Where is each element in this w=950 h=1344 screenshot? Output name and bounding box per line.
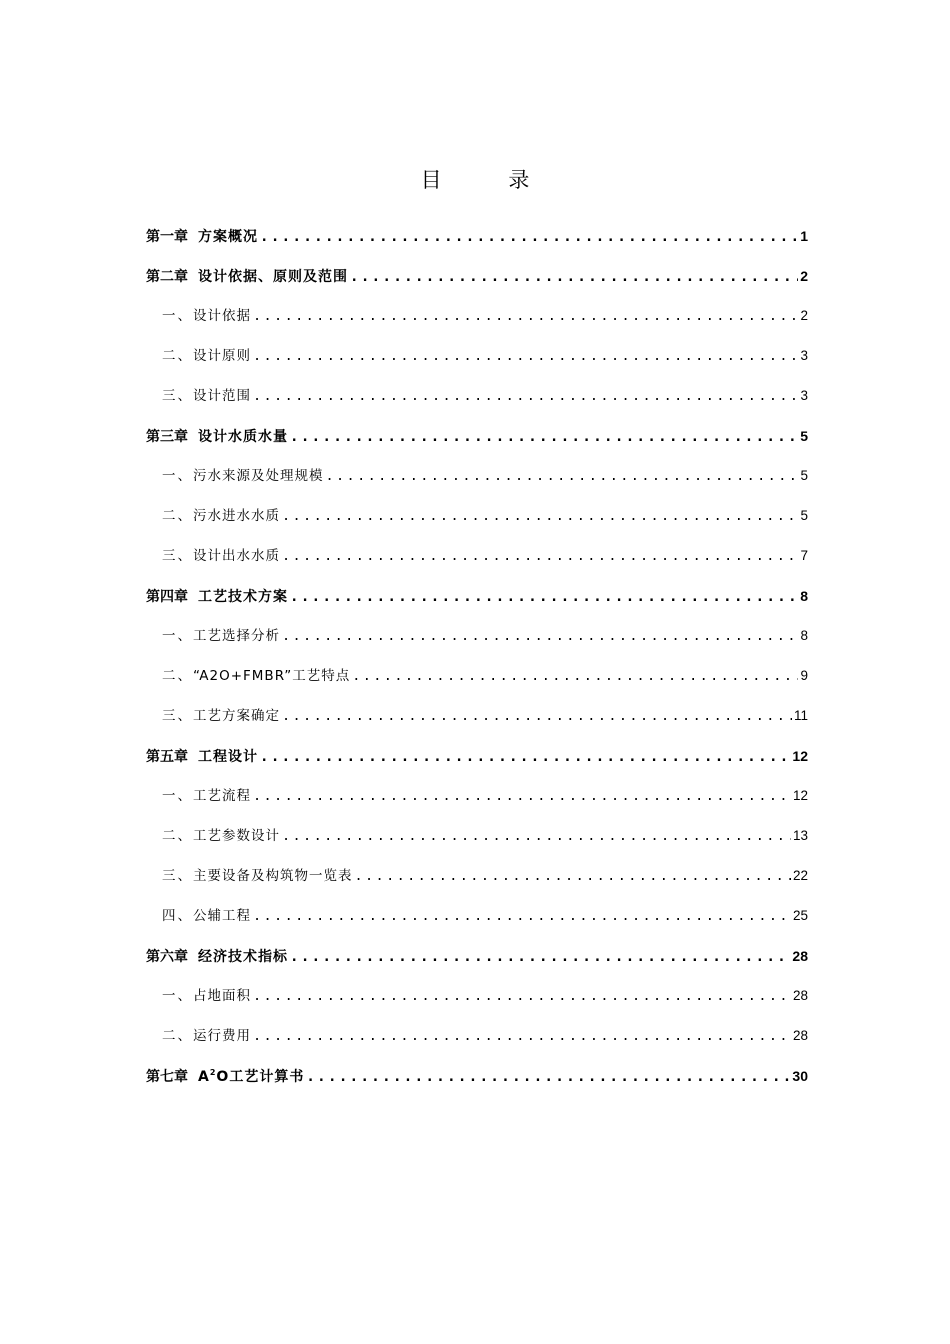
toc-entry-separator: 、 [177, 508, 191, 524]
toc-section-6-1[interactable] [146, 980, 808, 1020]
toc-entry-label: 占地面积 [193, 988, 251, 1004]
toc-entry-label: 经济技术指标 [198, 949, 288, 965]
toc-entry-number: 第六章 [146, 949, 188, 965]
toc-entry-page: 28 [792, 948, 808, 964]
toc-section-5-1[interactable] [146, 780, 808, 820]
toc-section-3-3[interactable] [146, 540, 808, 580]
toc-chapter-1[interactable] [146, 220, 808, 260]
toc-entry-label: 工艺流程 [193, 788, 251, 804]
toc-entry-number: 四 [162, 908, 176, 924]
dot-leader [282, 620, 798, 652]
toc-entry-separator: 、 [177, 868, 191, 884]
toc-entry-separator: 、 [177, 668, 191, 684]
toc-entry-page: 30 [792, 1068, 808, 1084]
toc-chapter-5[interactable] [146, 740, 808, 780]
toc-entry-label-text: O工艺计算书 [216, 1069, 305, 1085]
toc-entry-label: 设计水质水量 [198, 429, 288, 445]
dot-leader [253, 380, 798, 412]
dot-leader [282, 540, 798, 572]
toc-entry-separator: 、 [177, 828, 191, 844]
toc-entry-label: 污水进水水质 [193, 508, 280, 524]
toc-entry-label: 工艺选择分析 [193, 628, 280, 644]
toc-entry-page: 22 [792, 868, 808, 883]
toc-entry-page: 2 [800, 308, 808, 323]
dot-leader [350, 261, 798, 293]
toc-entry-label: 设计出水水质 [193, 548, 280, 564]
toc-entry-page: 8 [800, 628, 808, 643]
toc-entry-label-superscript: 2 [209, 1068, 217, 1077]
toc-entry-page: 13 [792, 828, 808, 843]
toc-entry-number: 一 [162, 988, 176, 1004]
toc-entry-number: 三 [162, 548, 176, 564]
toc-entry-label: 设计范围 [193, 388, 251, 404]
dot-leader [290, 581, 798, 613]
toc-entry-number: 第五章 [146, 749, 188, 765]
toc-entry-separator: 、 [177, 788, 191, 804]
dot-leader [282, 700, 792, 732]
dot-leader [282, 500, 798, 532]
toc-entry-number: 三 [162, 868, 176, 884]
toc-chapter-7[interactable] [146, 1060, 808, 1100]
toc-entry-label: 主要设备及构筑物一览表 [193, 868, 353, 884]
toc-entry-number: 二 [162, 348, 176, 364]
toc-entry-label [198, 1061, 304, 1093]
toc-entry-number: 一 [162, 308, 176, 324]
toc-chapter-4[interactable] [146, 580, 808, 620]
toc-entry-separator: 、 [177, 468, 191, 484]
toc-entry-number: 二 [162, 828, 176, 844]
toc-entry-separator: 、 [177, 1028, 191, 1044]
toc-section-5-3[interactable] [146, 860, 808, 900]
toc-entry-number: 第二章 [146, 269, 188, 285]
toc-section-4-3[interactable] [146, 700, 808, 740]
toc-entry-separator: 、 [177, 988, 191, 1004]
toc-title: 目 录 [420, 168, 560, 192]
toc-section-2-1[interactable] [146, 300, 808, 340]
toc-entry-number: 第三章 [146, 429, 188, 445]
toc-entry-label: 公辅工程 [193, 908, 251, 924]
toc-entry-number: 第一章 [146, 229, 188, 245]
dot-leader [253, 1020, 791, 1052]
toc-entry-page: 3 [800, 388, 808, 403]
dot-leader [260, 741, 790, 773]
toc-section-4-2[interactable] [146, 660, 808, 700]
toc-entry-label: 工艺参数设计 [193, 828, 280, 844]
toc-section-2-3[interactable] [146, 380, 808, 420]
toc-entry-page: 5 [800, 468, 808, 483]
dot-leader [260, 221, 798, 253]
toc-entry-label: 设计原则 [193, 348, 251, 364]
toc-entry-number: 二 [162, 1028, 176, 1044]
toc-entry-number: 一 [162, 788, 176, 804]
toc-entry-label: “A2O+FMBR”工艺特点 [193, 668, 351, 684]
toc-entry-label: 工艺技术方案 [198, 589, 288, 605]
toc-section-4-1[interactable] [146, 620, 808, 660]
toc-chapter-6[interactable] [146, 940, 808, 980]
toc-entry-number: 二 [162, 668, 176, 684]
toc-entry-page: 28 [792, 1028, 808, 1043]
toc-section-3-1[interactable] [146, 460, 808, 500]
toc-entry-page: 9 [800, 668, 808, 683]
toc-entry-separator: 、 [177, 908, 191, 924]
toc-entry-number: 二 [162, 508, 176, 524]
toc-entry-label: 工艺方案确定 [193, 708, 280, 724]
toc-chapter-2[interactable] [146, 260, 808, 300]
toc-entry-separator: 、 [177, 388, 191, 404]
toc-entry-page: 28 [792, 988, 808, 1003]
toc-entry-page: 7 [800, 548, 808, 563]
toc-entry-page: 2 [800, 268, 808, 284]
toc-entry-number: 一 [162, 468, 176, 484]
toc-entry-page: 12 [792, 788, 808, 803]
dot-leader [253, 340, 798, 372]
toc-entry-number: 三 [162, 708, 176, 724]
toc-entry-page: 25 [792, 908, 808, 923]
toc-entry-separator: 、 [177, 708, 191, 724]
toc-entry-separator: 、 [177, 548, 191, 564]
toc-entry-label: 设计依据 [193, 308, 251, 324]
dot-leader [253, 900, 791, 932]
toc-entry-label: 方案概况 [198, 229, 258, 245]
dot-leader [306, 1061, 790, 1093]
dot-leader [355, 860, 791, 892]
toc-section-5-4[interactable] [146, 900, 808, 940]
toc-entry-page: 11 [793, 708, 808, 723]
toc-section-2-2[interactable] [146, 340, 808, 380]
toc-section-3-2[interactable] [146, 500, 808, 540]
dot-leader [290, 941, 790, 973]
toc-chapter-3[interactable] [146, 420, 808, 460]
toc-entry-page: 12 [792, 748, 808, 764]
toc-entry-number: 第七章 [146, 1069, 188, 1085]
toc-entry-label: 运行费用 [193, 1028, 251, 1044]
toc-entry-label-prefix: A [198, 1069, 210, 1085]
toc-entry-label: 工程设计 [198, 749, 258, 765]
toc-entry-page: 3 [800, 348, 808, 363]
toc-entry-page: 5 [800, 508, 808, 523]
toc-entry-label: 设计依据、原则及范围 [198, 269, 348, 285]
toc-entry-number: 第四章 [146, 589, 188, 605]
toc-entry-separator: 、 [177, 348, 191, 364]
dot-leader [253, 300, 798, 332]
toc-section-5-2[interactable] [146, 820, 808, 860]
toc-entry-number: 一 [162, 628, 176, 644]
toc-section-6-2[interactable] [146, 1020, 808, 1060]
toc-entry-label: 污水来源及处理规模 [193, 468, 324, 484]
toc-entry-number: 三 [162, 388, 176, 404]
toc-entry-page: 1 [800, 228, 808, 244]
toc-entry-page: 8 [800, 588, 808, 604]
toc-entry-page: 5 [800, 428, 808, 444]
dot-leader [253, 780, 791, 812]
dot-leader [290, 421, 798, 453]
toc-entry-separator: 、 [177, 308, 191, 324]
dot-leader [352, 660, 798, 692]
dot-leader [326, 460, 799, 492]
dot-leader [282, 820, 791, 852]
dot-leader [253, 980, 791, 1012]
toc-entry-separator: 、 [177, 628, 191, 644]
table-of-contents [146, 220, 808, 1100]
